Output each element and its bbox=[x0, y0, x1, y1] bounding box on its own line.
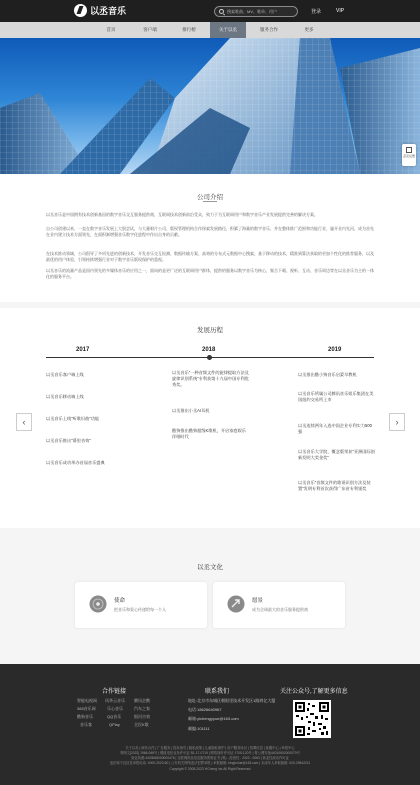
about-title-underline bbox=[203, 201, 217, 202]
footer-links-row[interactable]: 关于以丞 | 商务合作 | 广告服务 | 投诉指引 | 隐私政策 | 儿童隐私保护 | 用户服务协议 | 招聘信息 | 客服中心 | 举报中心 bbox=[125, 746, 295, 750]
arrow-circle-icon bbox=[227, 595, 245, 613]
event-2019-1: 以丞推出酷小狗音乐启蒙早教机 bbox=[298, 372, 357, 377]
event-2019-2: 以丞音乐所属公司腾讯音乐娱乐集团在美国纽约交易所上市 bbox=[298, 391, 374, 402]
vip-link[interactable]: VIP bbox=[336, 8, 345, 14]
feedback-widget[interactable] bbox=[402, 144, 416, 166]
timeline-next-button[interactable] bbox=[389, 413, 405, 431]
event-2018-2: 以丞推出小丞AI耳机 bbox=[172, 408, 210, 413]
vision-desc: 成为全球最大的音乐服务提供商 bbox=[252, 607, 308, 612]
history-title: 发展历程 bbox=[197, 327, 223, 334]
footer-link[interactable]: QQ音乐 bbox=[107, 714, 122, 719]
logo[interactable] bbox=[74, 4, 126, 17]
culture-title: 以丞文化 bbox=[197, 564, 223, 571]
event-2018-3: 酷狗推出酷狗超级K歌机，开启家庭娱乐伴唱时代 bbox=[172, 428, 246, 439]
event-2017-4: 以丞音乐推出"幕里音效" bbox=[46, 438, 91, 443]
footer-link[interactable]: 乐心音乐 bbox=[107, 706, 123, 711]
mission-desc: 把音乐和爱心传递给每一个人 bbox=[114, 607, 166, 612]
vision-card bbox=[213, 582, 345, 628]
timeline-prev-button[interactable] bbox=[16, 413, 32, 431]
hero-banner bbox=[0, 38, 420, 174]
chevron-left-icon: ‹ bbox=[22, 417, 26, 427]
disc-icon bbox=[89, 595, 107, 613]
event-2017-3: 以丞音乐上线"听歌识曲"功能 bbox=[46, 416, 100, 421]
footer-link[interactable]: 腾讯企鹅 bbox=[134, 698, 150, 703]
contact-phone: 电话:18626640967 bbox=[188, 707, 222, 712]
event-2019-3: 以丞连续两年入选中国企业专利实力500强 bbox=[298, 423, 372, 434]
nav-item-home[interactable]: 首页 bbox=[106, 27, 116, 32]
feedback-icon bbox=[406, 147, 412, 153]
logo-text: 以丞音乐 bbox=[90, 6, 127, 16]
logo-icon bbox=[74, 4, 87, 17]
footer-report: 违法和不良信息举报电话: 4000-2020-60 | 公安机关网络违法犯罪举报 | 举报邮箱: kinghulue@163.com | 未成年人举报邮箱: 020-29542211 bbox=[109, 761, 311, 765]
mission-title: 使命 bbox=[114, 598, 126, 604]
footer-link[interactable]: 全民K歌 bbox=[134, 722, 149, 727]
timeline-dot bbox=[207, 355, 212, 360]
year-2018: 2018 bbox=[202, 347, 216, 353]
event-2017-5: 以丞音乐成功举办首届音乐盛典 bbox=[46, 460, 105, 465]
qr-code-icon bbox=[295, 702, 329, 736]
about-title: 公司介绍 bbox=[197, 194, 223, 201]
year-2019: 2019 bbox=[328, 347, 342, 353]
footer-license-1: 粤网文[2022] 1966-066号 | 增值电信业务许可证 B1-17-0719 | 网络视听许可证 1705-120号 | 粤公网安备44010602000070号 bbox=[120, 751, 300, 755]
footer-link[interactable]: 风华云音乐 bbox=[105, 698, 125, 703]
search-input[interactable] bbox=[227, 9, 297, 14]
event-2019-4: 以丞音乐大学院、概念版荣获"亚洲国际创新发明大奖金奖" bbox=[298, 449, 375, 460]
wechat-qr-code bbox=[293, 700, 331, 738]
nav-item-charts[interactable]: 排行榜 bbox=[182, 27, 196, 32]
about-paragraph-2: 自公司创建以来，一直在数字音乐发展上大胆尝试，与大量唱片公司、版权管理机构合作探索发展路径，积累了海量的数字音乐，并在整体推广范围和功能行业，屡开业内先河，成为首先在业内建立技术方面领先，在面积渐增强音乐数字化进程中作出自身的贡献。 bbox=[46, 226, 374, 238]
contact-postcode: 邮编:101111 bbox=[188, 726, 210, 731]
main-nav bbox=[0, 22, 420, 38]
event-2018-1: 以丞音乐"一种音频文件的旋律提取方法及旋律识别系统"专利获第十九届中国专利优秀奖。 bbox=[172, 370, 249, 387]
about-paragraph-4: 以丞音乐的流量产品是国内领先的多媒体音乐的应用之一，面向的是更广泛的互联网用户群体，提供的服务以数字音乐为核心，集合下载、视听、互动、音乐周边等在以丞音乐为主的一体化的服务平台。 bbox=[46, 268, 374, 280]
feedback-label: 意见反馈 bbox=[402, 154, 415, 158]
footer-link[interactable]: QPlay bbox=[109, 722, 120, 727]
culture-section bbox=[0, 528, 420, 665]
event-2019-5: 以丞音乐"音频文件的歌谣识别方法及装置"发明专利首次获得广东省专利银奖 bbox=[298, 480, 371, 491]
footer-link[interactable]: 酷狗音乐 bbox=[77, 714, 93, 719]
footer-follow-title: 关注公众号,了解更多信息 bbox=[280, 689, 348, 695]
search-icon[interactable] bbox=[219, 9, 224, 14]
footer-link[interactable]: 365音乐网 bbox=[77, 706, 96, 711]
about-paragraph-1: 以丞音乐是中国拥有技术创新基因的数字音乐交互服务提供商，互联网技术创新前沿受众，致力于为互联网用户和数字音乐产业发展提供完善的解决方案。 bbox=[46, 212, 318, 217]
nav-item-cooperation[interactable]: 服务合作 bbox=[260, 27, 278, 32]
footer-link[interactable]: 银河吉效 bbox=[134, 714, 150, 719]
mission-card bbox=[75, 582, 207, 628]
contact-address: 地址:北京市东城区朝阳里技术开发区1路鸿亿大厦 bbox=[188, 698, 276, 703]
top-bar bbox=[0, 0, 420, 22]
footer-link[interactable]: 音乐客 bbox=[80, 722, 92, 727]
chevron-right-icon: › bbox=[395, 417, 399, 427]
contact-email: 邮箱:yichengyyue@163.com bbox=[188, 716, 239, 721]
nav-item-about[interactable]: 关于以丞 bbox=[210, 22, 246, 38]
hero-buildings-image bbox=[0, 38, 420, 174]
search-box bbox=[214, 6, 298, 17]
nav-item-more[interactable]: 更多 bbox=[304, 27, 314, 32]
footer-copyright: Copyright © 2008-2023 YiCheng Inc.All Right Reserved bbox=[169, 767, 251, 771]
year-2017: 2017 bbox=[76, 347, 90, 353]
event-2017-1: 以丞音乐客户端上线 bbox=[46, 372, 84, 377]
login-link[interactable]: 登录 bbox=[311, 9, 322, 15]
event-2017-2: 以丞音乐移动端上线 bbox=[46, 394, 84, 399]
nav-item-client[interactable]: 客户端 bbox=[143, 27, 157, 32]
footer-links-title: 合作链接 bbox=[102, 689, 127, 695]
vision-title: 愿景 bbox=[252, 598, 264, 604]
footer-license-2: 营业执照:4403068000000478 | 互联网药品信息服务资格证书 (粤) - 经营性 - 2020 - 0063 | 营业性演出许可证 bbox=[131, 756, 289, 760]
footer-link[interactable]: 汽车之家 bbox=[134, 706, 150, 711]
footer-contact-title: 联系我们 bbox=[205, 689, 230, 695]
footer-link[interactable]: 智能电视网 bbox=[77, 698, 97, 703]
about-paragraph-3: 在技术推动领域，公司倡导了多项先进的创新技术，开发音乐交互检测、数据传输方案、高效的分布式元数据中心搜索、基于移动的技术，精准到算法获取的更加个性化的推荐服务，以及最优的用户体验，引领持续增强行业对于数字音乐版权保护的重视。 bbox=[46, 251, 374, 263]
